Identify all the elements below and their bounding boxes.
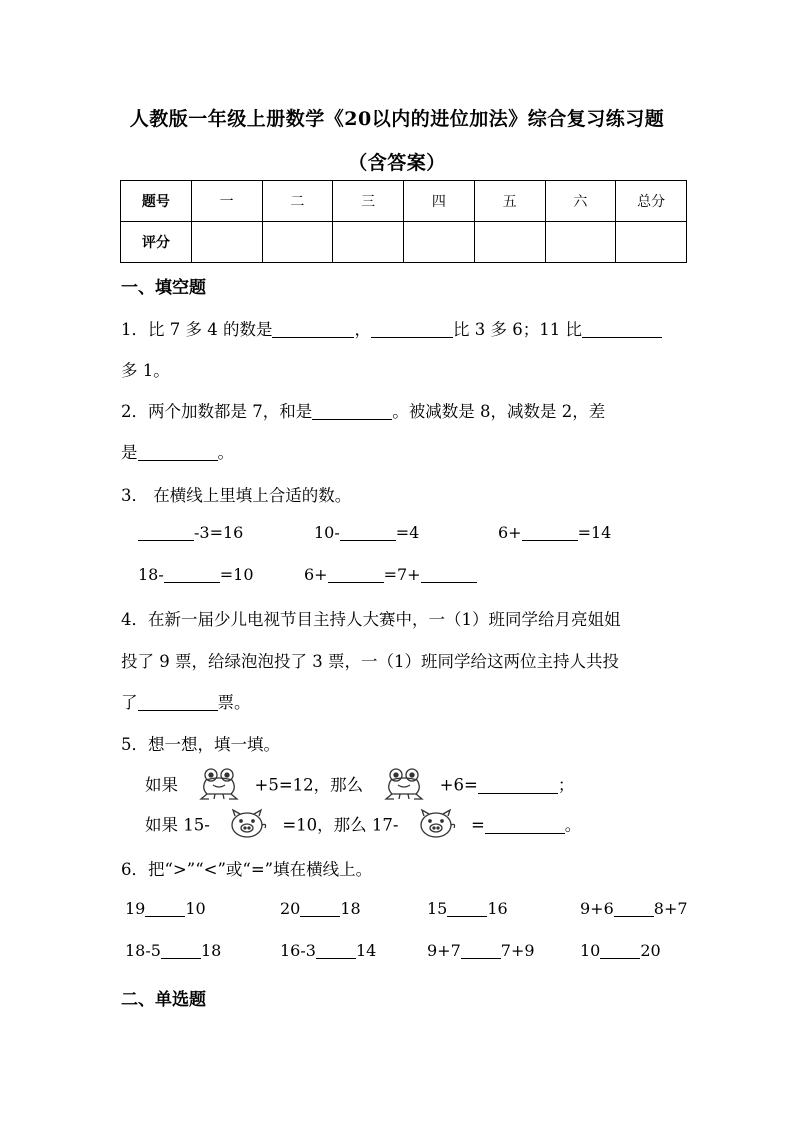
- question-text: =4: [395, 523, 420, 542]
- question-4: 4．在新一届少儿电视节目主持人大赛中，一（1）班同学给月亮姐姐: [121, 610, 621, 629]
- question-text: 10-: [314, 523, 340, 542]
- score-cell: [333, 222, 404, 263]
- answer-blank: [447, 900, 487, 917]
- answer-blank: [600, 942, 640, 959]
- question-text: ，: [354, 320, 371, 339]
- question-text: 如果 15-: [145, 815, 210, 835]
- answer-blank: [145, 900, 185, 917]
- pig-icon: [414, 807, 458, 845]
- question-text: 。: [564, 815, 582, 835]
- answer-blank: [522, 524, 578, 541]
- question-text: 18-5: [125, 941, 161, 960]
- question-text: 2．两个加数都是 7，和是: [121, 402, 313, 421]
- question-2-cont: [121, 439, 234, 463]
- answer-blank: [300, 900, 340, 917]
- question-text: 9+6: [580, 899, 614, 918]
- q6-item: [125, 941, 221, 960]
- question-text: 6+: [304, 565, 328, 584]
- q3-item-1: [138, 523, 243, 542]
- question-text: 。: [217, 443, 234, 462]
- score-table-score-row: [121, 222, 687, 263]
- question-text: 1．比 7 多 4 的数是: [121, 320, 273, 339]
- question-text: 9+7: [427, 941, 461, 960]
- score-cell: [474, 222, 545, 263]
- question-1-cont: 多 1。: [121, 361, 170, 380]
- answer-blank: [421, 566, 477, 583]
- score-cell: 二: [262, 181, 333, 222]
- q3-item-4: [138, 565, 254, 584]
- question-text: 。被减数是 8，减数是 2，差: [392, 402, 606, 421]
- question-5: 5．想一想，填一填。: [121, 735, 280, 754]
- score-cell: 四: [404, 181, 475, 222]
- question-6: 6．把“>”“<”或“=”填在横线上。: [121, 860, 373, 879]
- answer-blank: [614, 900, 654, 917]
- question-text: +5=12，那么: [254, 775, 364, 795]
- worksheet-subtitle: （含答案）: [348, 152, 446, 174]
- q6-item: [427, 899, 508, 918]
- answer-blank: [340, 524, 396, 541]
- question-4-end: [121, 689, 251, 713]
- score-cell: 五: [474, 181, 545, 222]
- question-text: 8+7: [653, 899, 688, 918]
- score-cell: 一: [191, 181, 262, 222]
- score-cell: 三: [333, 181, 404, 222]
- question-text: 16: [487, 899, 508, 918]
- question-text: ；: [557, 775, 575, 795]
- question-text: 6+: [498, 523, 522, 542]
- worksheet-title: 人教版一年级上册数学《20以内的进位加法》综合复习练习题: [129, 108, 665, 130]
- question-text: =14: [577, 523, 612, 542]
- score-cell: [545, 222, 616, 263]
- answer-blank: [138, 444, 218, 461]
- score-cell: 六: [545, 181, 616, 222]
- question-text: 18: [200, 941, 222, 960]
- question-text: 10: [580, 941, 601, 960]
- question-text: 18: [340, 899, 361, 918]
- score-cell: 题号: [121, 181, 192, 222]
- answer-blank: [272, 321, 354, 338]
- question-text: +6=: [439, 775, 478, 795]
- question-3: 3． 在横线上里填上合适的数。: [121, 486, 352, 505]
- question-text: =: [470, 815, 485, 835]
- question-text: 票。: [217, 693, 251, 712]
- answer-blank: [161, 942, 201, 959]
- score-cell: 评分: [121, 222, 192, 263]
- q5-row-2: [145, 807, 581, 845]
- q6-item: [280, 941, 376, 960]
- q3-item-3: [498, 523, 611, 542]
- answer-blank: [316, 942, 356, 959]
- score-cell: 总分: [616, 181, 687, 222]
- question-text: 15: [427, 899, 448, 918]
- score-table-header-row: [121, 181, 687, 222]
- answer-blank: [328, 566, 384, 583]
- question-text: 7+9: [500, 941, 535, 960]
- question-text: =7+: [383, 565, 421, 584]
- question-text: 18-: [138, 565, 164, 584]
- question-text: 如果: [145, 775, 178, 795]
- q3-item-5: [304, 565, 477, 584]
- score-cell: [262, 222, 333, 263]
- q5-row-1: [145, 766, 574, 806]
- question-text: -3=16: [194, 523, 244, 542]
- question-2: [121, 398, 605, 422]
- answer-blank: [164, 566, 220, 583]
- q6-item: [280, 899, 361, 918]
- answer-blank: [461, 942, 501, 959]
- question-4-cont: 投了 9 票，给绿泡泡投了 3 票，一（1）班同学给这两位主持人共投: [121, 652, 619, 671]
- question-text: 19: [125, 899, 146, 918]
- question-text: 20: [280, 899, 301, 918]
- question-1: [121, 316, 662, 340]
- answer-blank: [138, 524, 194, 541]
- question-text: 16-3: [280, 941, 316, 960]
- answer-blank: [582, 321, 662, 338]
- answer-blank: [478, 777, 558, 794]
- section-heading-fill-blank: 一、填空题: [121, 278, 206, 298]
- q6-item: [580, 941, 661, 960]
- section-heading-single-choice: 二、单选题: [121, 990, 206, 1010]
- answer-blank: [138, 694, 218, 711]
- score-cell: [616, 222, 687, 263]
- answer-blank: [485, 817, 565, 834]
- answer-blank: [312, 403, 392, 420]
- answer-blank: [371, 321, 453, 338]
- question-text: 20: [640, 941, 661, 960]
- pig-icon: [225, 807, 269, 845]
- q6-item: [125, 899, 206, 918]
- q3-item-2: [314, 523, 419, 542]
- question-text: 10: [185, 899, 206, 918]
- frog-icon: [197, 766, 241, 806]
- question-text: 是: [121, 443, 138, 462]
- question-text: 了: [121, 693, 138, 712]
- score-cell: [404, 222, 475, 263]
- q6-item: [580, 899, 688, 918]
- score-cell: [191, 222, 262, 263]
- question-text: 比 3 多 6；11 比: [452, 320, 582, 339]
- question-text: =10，那么 17-: [282, 815, 399, 835]
- frog-icon: [382, 766, 426, 806]
- score-table: [120, 180, 687, 263]
- question-text: 14: [355, 941, 377, 960]
- question-text: =10: [219, 565, 254, 584]
- q6-item: [427, 941, 535, 960]
